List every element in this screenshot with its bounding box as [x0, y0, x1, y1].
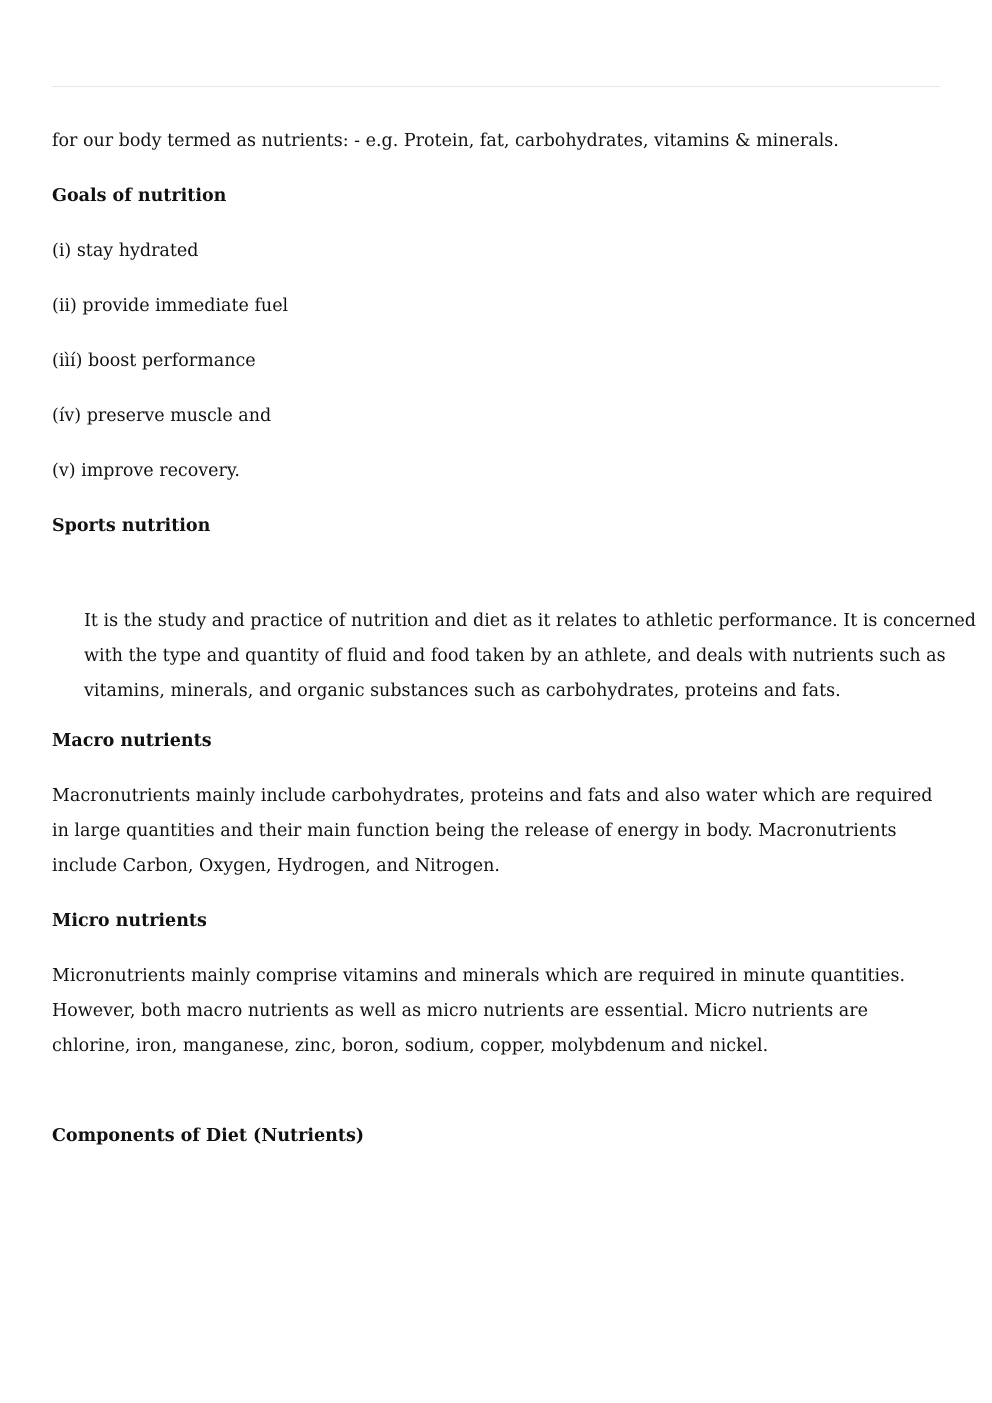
- goal-item-5: (v) improve recovery.: [52, 461, 240, 481]
- components-heading: Components of Diet (Nutrients): [52, 1126, 365, 1146]
- macro-heading: Macro nutrients: [52, 731, 212, 751]
- sports-definition: It is the study and practice of nutrition and diet as it relates to athletic performance. It is concerned with the type and quantity of fluid and food taken by an athlete, and deals with nutrients such as vitamins, minerals, and organic substances such as carbohydrates, proteins and fats.: [84, 611, 976, 701]
- sports-heading: Sports nutrition: [52, 516, 211, 536]
- micro-heading: Micro nutrients: [52, 911, 207, 931]
- intro-line: for our body termed as nutrients: - e.g. Protein, fat, carbohydrates, vitamins & minerals.: [52, 131, 839, 151]
- goals-heading: Goals of nutrition: [52, 186, 227, 206]
- macro-paragraph: Macronutrients mainly include carbohydrates, proteins and fats and also water which are required in large quantities and their main function being the release of energy in body. Macronutrients include Carbon, Oxygen, Hydrogen, and Nitrogen.: [52, 786, 933, 876]
- goal-item-3: (iìí) boost performance: [52, 351, 256, 371]
- header-divider: [52, 86, 940, 87]
- goal-item-4: (ív) preserve muscle and: [52, 406, 272, 426]
- goal-item-2: (ii) provide immediate fuel: [52, 296, 289, 316]
- goal-item-1: (i) stay hydrated: [52, 241, 199, 261]
- micro-paragraph: Micronutrients mainly comprise vitamins and minerals which are required in minute quantities. However, both macro nutrients as well as micro nutrients are essential. Micro nutrients are chlorine, iron, manganese, zinc, boron, sodium, copper, molybdenum and nickel.: [52, 966, 906, 1056]
